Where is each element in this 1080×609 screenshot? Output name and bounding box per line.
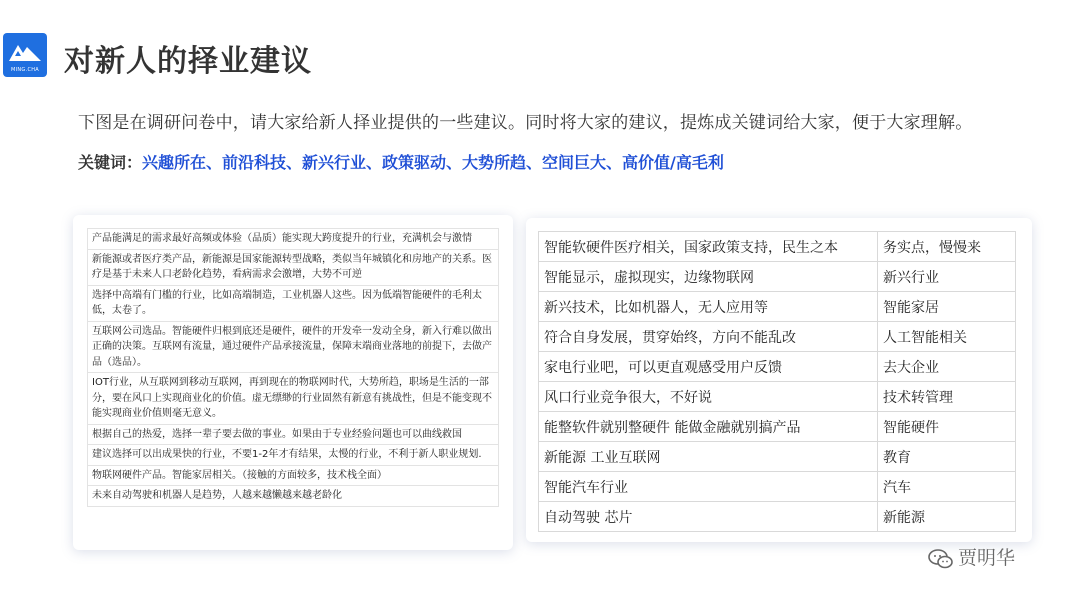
keywords-items: 兴趣所在、前沿科技、新兴行业、政策驱动、大势所趋、空间巨大、高价值/高毛利 [142, 153, 724, 172]
suggestion-cell: 家电行业吧，可以更直观感受用户反馈 [539, 352, 878, 382]
suggestion-cell: IOT行业，从互联网到移动互联网，再到现在的物联网时代，大势所趋，职场是生活的一部分，要在风口上实现商业化的价值。虚无缥缈的行业固然有新意有挑战性，但是不能变现不能实现商业价值则毫无意义。 [88, 373, 499, 425]
suggestion-cell: 能整软件就别整硬件 能做金融就别搞产品 [539, 412, 878, 442]
suggestion-cell: 风口行业竞争很大，不好说 [539, 382, 878, 412]
suggestion-cell: 互联网公司选品。智能硬件归根到底还是硬件，硬件的开发牵一发动全身，新入行难以做出正确的决策。互联网有流量，通过硬件产品承接流量，保障末端商业落地的前提下，去做产品（选品）。 [88, 321, 499, 373]
table-row [539, 412, 1016, 442]
table-row [88, 465, 499, 486]
table-row [539, 322, 1016, 352]
keyword-cell: 智能硬件 [878, 412, 1016, 442]
logo-text: MING.CHA [10, 67, 40, 73]
keyword-cell: 人工智能相关 [878, 322, 1016, 352]
suggestion-cell: 智能软硬件医疗相关，国家政策支持，民生之本 [539, 232, 878, 262]
keyword-cell: 智能家居 [878, 292, 1016, 322]
table-row [539, 382, 1016, 412]
table-row [88, 486, 499, 507]
table-row [88, 445, 499, 466]
brand-name: 贾明华 [958, 547, 1016, 569]
keyword-cell: 新能源 [878, 502, 1016, 532]
suggestion-cell: 智能汽车行业 [539, 472, 878, 502]
page-title: 对新人的择业建议 [64, 44, 312, 79]
keywords-line [78, 150, 724, 173]
table-row [88, 285, 499, 321]
keyword-cell: 务实点，慢慢来 [878, 232, 1016, 262]
table-row [539, 472, 1016, 502]
table-row [88, 229, 499, 250]
wechat-icon [928, 548, 954, 570]
table-row [539, 442, 1016, 472]
keyword-cell: 技术转管理 [878, 382, 1016, 412]
table-row [539, 262, 1016, 292]
keyword-cell: 去大企业 [878, 352, 1016, 382]
table-row [539, 352, 1016, 382]
suggestions-table-left [87, 228, 499, 507]
suggestion-cell: 根据自己的热爱，选择一辈子要去做的事业。如果由于专业经验问题也可以曲线救国 [88, 424, 499, 445]
keywords-label: 关键词： [78, 153, 143, 172]
keyword-cell: 教育 [878, 442, 1016, 472]
suggestion-cell: 新能源或者医疗类产品，新能源是国家能源转型战略，类似当年城镇化和房地产的关系。医疗是基于未来人口老龄化趋势，看病需求会激增，大势不可逆 [88, 249, 499, 285]
table-row [88, 424, 499, 445]
table-row [88, 373, 499, 425]
keyword-cell: 汽车 [878, 472, 1016, 502]
intro-text: 下图是在调研问卷中，请大家给新人择业提供的一些建议。同时将大家的建议，提炼成关键词给大家，便于大家理解。 [78, 113, 973, 133]
mountain-logo-icon [9, 39, 41, 61]
table-row [88, 321, 499, 373]
table-row [539, 292, 1016, 322]
brand-watermark [928, 543, 1015, 570]
suggestion-cell: 新兴技术，比如机器人，无人应用等 [539, 292, 878, 322]
table-row [539, 232, 1016, 262]
brand-logo [3, 33, 47, 77]
suggestions-table-right [538, 231, 1016, 532]
suggestions-card-right [526, 218, 1032, 542]
suggestions-card-left [73, 215, 513, 550]
suggestion-cell: 选择中高端有门槛的行业，比如高端制造，工业机器人这些。因为低端智能硬件的毛利太低，太卷了。 [88, 285, 499, 321]
suggestion-cell: 自动驾驶 芯片 [539, 502, 878, 532]
suggestion-cell: 物联网硬件产品。智能家居相关。（接触的方面较多，技术栈全面） [88, 465, 499, 486]
table-row [539, 502, 1016, 532]
suggestion-cell: 产品能满足的需求最好高频或体验（品质）能实现大跨度提升的行业，充满机会与激情 [88, 229, 499, 250]
suggestion-cell: 新能源 工业互联网 [539, 442, 878, 472]
suggestion-cell: 符合自身发展，贯穿始终，方向不能乱改 [539, 322, 878, 352]
keyword-cell: 新兴行业 [878, 262, 1016, 292]
table-row [88, 249, 499, 285]
suggestion-cell: 未来自动驾驶和机器人是趋势，人越来越懒越来越老龄化 [88, 486, 499, 507]
suggestion-cell: 智能显示，虚拟现实，边缘物联网 [539, 262, 878, 292]
suggestion-cell: 建议选择可以出成果快的行业，不要1-2年才有结果，太慢的行业，不利于新人职业规划. [88, 445, 499, 466]
